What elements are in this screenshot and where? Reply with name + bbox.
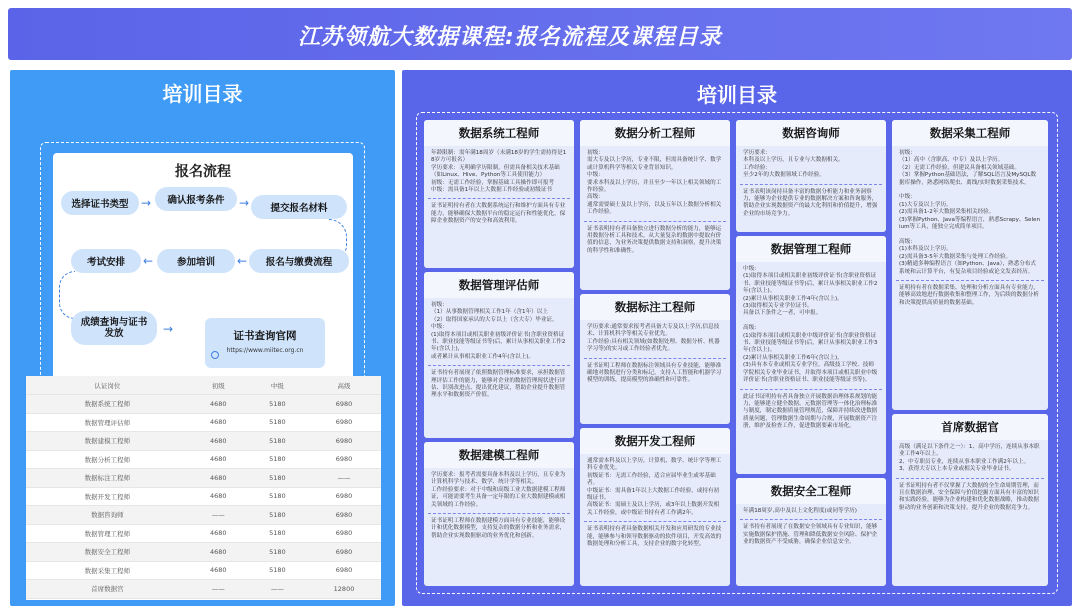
course-requirements: 学历要求:通常要求报考者具备大专及以上学历,信息技术、计算机科学等相关专业优先。 工作经验:具有相关领域(如数据处理、数据分析、机器学习等)的实习或工作经验者优先。 bbox=[587, 324, 720, 353]
header-banner bbox=[8, 8, 1072, 60]
flow-step-results-certificate: 成绩查询与证书发放 bbox=[71, 311, 157, 345]
table-cell: 4680 bbox=[189, 524, 248, 543]
table-cell: 5180 bbox=[248, 413, 307, 432]
table-cell: 4680 bbox=[189, 450, 248, 469]
table-cell: 数据管理评估师 bbox=[26, 413, 189, 432]
arrow-icon: → bbox=[163, 322, 174, 336]
table-cell: 数据系统工程师 bbox=[26, 395, 189, 414]
course-title: 数据采集工程师 bbox=[892, 120, 1048, 146]
table-cell: 6980 bbox=[307, 543, 381, 562]
course-requirements: 年满18周岁,高中及以上文化程度(或同等学历) bbox=[743, 508, 857, 514]
table-cell: 数据咨询师 bbox=[26, 506, 189, 525]
course-requirements: 通常需本科及以上学历，计算机、数学、统计学等理工科专业优先。 初级证书：无需工作经验，适合应届毕业生或零基础者。 中级证书：需具备1年以上大数据工作经验，或持有初级证书。 高级证书：需硕士及以上学历，或3年以上数据开发相关工作经验，或中级证书持有者工作满2年。 bbox=[587, 458, 722, 516]
table-cell: 4680 bbox=[189, 432, 248, 451]
course-description: 证书证明工程师在数据标注领域具有专业技能，能够准确地对数据进行分类和标记，支持人工智能和机器学习模型的训练，提高模型的准确性和可靠性。 bbox=[587, 362, 722, 384]
arrow-icon: → bbox=[141, 196, 152, 210]
course-description: 证书证明持有者不仅掌握了大数据的全生命周期管理，而且在数据治理、安全保障与价值挖掘方面具有丰富的知识和实践经验，能够为企业构建和优化数据战略，推动数据驱动的业务创新和决策支持，提升企业的数据竞争力。 bbox=[899, 482, 1039, 511]
registration-flow bbox=[53, 153, 353, 383]
course-requirements: 初级： （1）高中（含职高、中专）及以上学历。 （2）无需工作经验，但建议具备相关领域基础。 （3）掌握Python基础语法，了解SQL语言及MySQL数据库操作，熟悉网络爬虫、离线/实时数据采集技术。 中级： (1)大专及以上学历。 (2)需具备1-2年大数据采集相关经验。 (3)掌握Python、Java等编程语言，熟悉Scrapy、Selenium等工具，能独立完成简单项目。 高级： (1)本科及以上学历。 (2)需具备3-5年大数据采集与处理工作经验。 (3)精通多种编程语言（如Python、Java），熟悉分布式系统和云计算平台，有复杂项目经验或论文发表经历。 bbox=[899, 150, 1041, 275]
course-requirements: 中级: (1)取得本项目或相关职业初级评价证书(含职业资格证书、职业技能等级证书等)后，累计从事相关职业工作2年(含以上)。 (2)累计从事相关职业工作4年(含以上)。 (3)取得相关专业学位证书。 具备以下条件之一者，可申报。 高级: (1)取得本项目或相关职业中级评价证书(含职业资格证书、职业技能等级证书等)后，累计从事相关职业工作3年(含以上)。 (2)累计从事相关职业工作6年(含以上)。 (3)具有本专业或相关专业学位，高级技工学校、技师学院相关专业毕业证书，并取得本项目或相关职业中级评价证书(含职业资格证书、职业技能等级证书等)。 bbox=[743, 266, 878, 384]
flow-step-submit-materials: 提交报名材料 bbox=[251, 195, 347, 219]
table-row bbox=[26, 524, 381, 543]
table-cell: 5180 bbox=[248, 543, 307, 562]
course-description: 证书证明工程师在数据建模方面具有专业技能，能够设计和优化数据模型，支持复杂的数据分析和业务需求，帮助企业实现数据驱动的业务优化和创新。 bbox=[431, 518, 566, 539]
table-cell: 6980 bbox=[307, 432, 381, 451]
course-requirements: 年龄限制：需年满18周岁（未满18岁的学生需持得是18岁方可报名） 学历要求：无明确学历限制，但需具备相关技术基础（如Linux、Hive、Python等工具使用能力） 初级：无需工作经验，掌握基础工具操作即可报考 中级：需具备1年以上大数据工作经验或初级证书 bbox=[431, 150, 567, 194]
course-title: 数据标注工程师 bbox=[580, 294, 730, 320]
course-description: 证书表明该岗持具备丰富的数据分析能力和业务洞察力，能够为企业提供专业的数据解决方案和咨询服务，帮助企业实现数据资产的最大化利用和价值提升，增强企业的市场竞争力。 bbox=[743, 188, 878, 217]
table-row bbox=[26, 543, 381, 562]
course-description: 证书表明持有者具备数据相关开发和应用研发的专业技能，能够参与和领导数据驱动的软件项目，开发高效的数据处理和分析工具，支持企业的数字化转型。 bbox=[587, 526, 722, 548]
course-title: 数据分析工程师 bbox=[580, 120, 730, 146]
table-header: 初级 bbox=[189, 376, 248, 395]
table-cell: 5180 bbox=[248, 506, 307, 525]
course-title: 数据系统工程师 bbox=[424, 120, 574, 146]
arrow-icon: ← bbox=[237, 254, 248, 268]
course-description: 证明持有者在数据采集、处理和分析方面具有专业能力，能够高效地进行数据收集和整理工作，为后续的数据分析和决策提供高质量的数据基础。 bbox=[899, 284, 1039, 306]
table-cell: 4680 bbox=[189, 543, 248, 562]
table-cell: 数据建模工程师 bbox=[26, 432, 189, 451]
course-description: 证书持有者展现了在数据安全领域具有专业知识，能够实施数据保护措施、管理和降低数据安全风险、保护企业的数据资产不受威胁，确保企业信息安全。 bbox=[743, 524, 878, 546]
course-title: 数据安全工程师 bbox=[736, 478, 886, 504]
table-cell: 5180 bbox=[248, 469, 307, 488]
table-header: 中级 bbox=[248, 376, 307, 395]
table-cell: 5180 bbox=[248, 395, 307, 414]
table-cell: 5180 bbox=[248, 450, 307, 469]
table-cell: —— bbox=[307, 469, 381, 488]
course-card-data-management-assessor bbox=[424, 272, 574, 438]
table-cell: 4680 bbox=[189, 413, 248, 432]
course-card-data-annotation-engineer bbox=[580, 294, 730, 424]
table-row bbox=[26, 580, 381, 599]
course-requirements: 初级： （1）从事数据管理相关工作1年（含1年）以上 （2）取得国家承认的大专以上（含大专）毕业证。 中级： (1)取得本项目或相关职业初级评价证书(含职业资格证书、职业技能等级证书等)后，累计从事相关职业工作2年(含以上)， 或者累计从事相关职业工作4年(含以上)。 bbox=[431, 302, 566, 360]
flow-title: 报名流程 bbox=[175, 164, 231, 180]
flow-step-exam-arrangement: 考试安排 bbox=[71, 249, 141, 273]
table-cell: 首席数据官 bbox=[26, 580, 189, 599]
course-card-chief-data-officer bbox=[892, 414, 1048, 586]
table-cell: 5180 bbox=[248, 432, 307, 451]
table-cell: —— bbox=[189, 580, 248, 599]
flow-step-select-cert: 选择证书类型 bbox=[61, 191, 139, 215]
course-card-data-security-engineer bbox=[736, 478, 886, 586]
table-cell: 12800 bbox=[307, 580, 381, 599]
left-panel-title: 培训目录 bbox=[162, 82, 243, 106]
table-cell: 5180 bbox=[248, 487, 307, 506]
table-row bbox=[26, 432, 381, 451]
table-cell: 6980 bbox=[307, 450, 381, 469]
right-panel-title: 培训目录 bbox=[697, 83, 777, 107]
registration-flow-frame bbox=[40, 142, 365, 390]
table-cell: 4680 bbox=[189, 395, 248, 414]
course-description: 此证书证明持有者具备独立开展数据治理体系规划的能力，能够建立健全数据、元数据管理等一体化治理标准与制度，制定数据质量管理规范，保障并持续改进数据质量问题，管理数据生命周期与合规，开展数据资产注册，维护及检查工作，促进数据要素市场化。 bbox=[743, 393, 878, 430]
table-cell: 6980 bbox=[307, 413, 381, 432]
course-card-data-management-engineer bbox=[736, 236, 886, 474]
table-cell: —— bbox=[248, 580, 307, 599]
table-cell: 5180 bbox=[248, 524, 307, 543]
table-header: 高级 bbox=[307, 376, 381, 395]
table-cell: 数据标注工程师 bbox=[26, 469, 189, 488]
table-cell: 6980 bbox=[307, 395, 381, 414]
course-title: 数据管理评估师 bbox=[424, 272, 574, 298]
course-title: 数据建模工程师 bbox=[424, 442, 574, 468]
table-cell: 数据安全工程师 bbox=[26, 543, 189, 562]
course-card-data-analysis-engineer bbox=[580, 120, 730, 290]
cert-query-portal bbox=[205, 318, 325, 368]
table-cell: 6980 bbox=[307, 561, 381, 580]
table-cell: 4680 bbox=[189, 487, 248, 506]
course-title: 数据开发工程师 bbox=[580, 428, 730, 454]
course-card-data-modeling-engineer bbox=[424, 442, 574, 586]
course-description: 证书证明持有者在大数据系统运行和维护方面具有专业能力，能够确保大数据平台的稳定运行和性能优化，保障企业数据资产的安全和高效利用。 bbox=[431, 203, 566, 225]
course-description: 证书持有者展现了依照数据管理标准要求，承担数据管理评估工作的能力，能够对企业的数据管理现状进行评估、识别改进点、提出优化建议，帮助企业提升数据管理水平和数据资产价值。 bbox=[431, 370, 566, 399]
course-title: 数据咨询师 bbox=[736, 120, 886, 146]
table-row bbox=[26, 506, 381, 525]
table-cell: —— bbox=[189, 506, 248, 525]
course-card-data-collection-engineer bbox=[892, 120, 1048, 410]
table-cell: 4680 bbox=[189, 469, 248, 488]
portal-url: https://www.miitec.org.cn bbox=[226, 347, 304, 354]
course-requirements: 学历要求：报考者需要具备本科及以上学历，且专业为计算机科学与技术、数学、统计学等相关。 工作经验要求：对于中级和高级工业大数据建模工程师证，可能需要考生具备一定年限的工业大数据建模或相关领域的工作经验。 bbox=[431, 472, 566, 508]
fee-table bbox=[26, 376, 381, 600]
table-row bbox=[26, 395, 381, 414]
table-row bbox=[26, 450, 381, 469]
table-header-row bbox=[26, 376, 381, 395]
course-card-data-development-engineer bbox=[580, 428, 730, 586]
course-card-data-system-engineer bbox=[424, 120, 574, 268]
table-row bbox=[26, 561, 381, 580]
table-cell: 5180 bbox=[248, 561, 307, 580]
table-header: 认证岗位 bbox=[26, 376, 189, 395]
course-requirements: 学历要求： 本科及以上学历，且专业与大数据相关。 工作经验： 至少2年的大数据领域工作经验。 bbox=[743, 150, 844, 179]
table-cell: 数据分析工程师 bbox=[26, 450, 189, 469]
arrow-icon: ← bbox=[143, 254, 154, 268]
portal-title: 证书查询官网 bbox=[233, 330, 297, 342]
globe-icon bbox=[211, 351, 219, 359]
course-description: 证书表明持有者具备独立进行数据分析的能力，能够运用数据分析工具和技术，从大量复杂的数据中提取有价值的信息，为业务决策提供数据支持和洞察，提升决策的科学性和准确性。 bbox=[587, 225, 722, 254]
table-cell: 数据管理工程师 bbox=[26, 524, 189, 543]
table-cell: 6980 bbox=[307, 524, 381, 543]
table-cell: 6980 bbox=[307, 487, 381, 506]
course-requirements: 高级（满足以下条件之一）：1、高中学历，连续从事本职业工作4年以上。 2、中专职员专业，连续从事本职业工作满2年以上。 3、获得大专以上本专业或相关专业毕业证书。 bbox=[899, 444, 1040, 473]
left-panel bbox=[10, 70, 395, 606]
course-title: 数据管理工程师 bbox=[736, 236, 886, 262]
course-card-data-consultant bbox=[736, 120, 886, 232]
table-row bbox=[26, 413, 381, 432]
table-row bbox=[26, 469, 381, 488]
table-cell: 6980 bbox=[307, 506, 381, 525]
table-cell: 数据采集工程师 bbox=[26, 561, 189, 580]
page-title: 江苏领航大数据课程:报名流程及课程目录 bbox=[298, 25, 722, 50]
course-title: 首席数据官 bbox=[892, 414, 1048, 440]
flow-step-attend-training: 参加培训 bbox=[157, 249, 235, 273]
flow-step-registration-payment: 报名与缴费流程 bbox=[249, 249, 349, 273]
flow-connector bbox=[59, 271, 75, 319]
arrow-icon: → bbox=[239, 196, 250, 210]
flow-step-confirm-conditions: 确认报考条件 bbox=[155, 187, 237, 211]
course-requirements: 初级： 需大专及以上学历，专业不限，但需具备统计学、数学或计算机科学等相关专业背景知识。 中级： 要求本科及以上学历，并且至少一年以上相关领域的工作经验。 高级： 通常需要硕士及以上学历，以及五年以上数据分析相关工作经验。 bbox=[587, 150, 722, 216]
table-cell: 数据开发工程师 bbox=[26, 487, 189, 506]
table-cell: 4680 bbox=[189, 561, 248, 580]
table-row bbox=[26, 487, 381, 506]
right-panel bbox=[402, 70, 1072, 606]
